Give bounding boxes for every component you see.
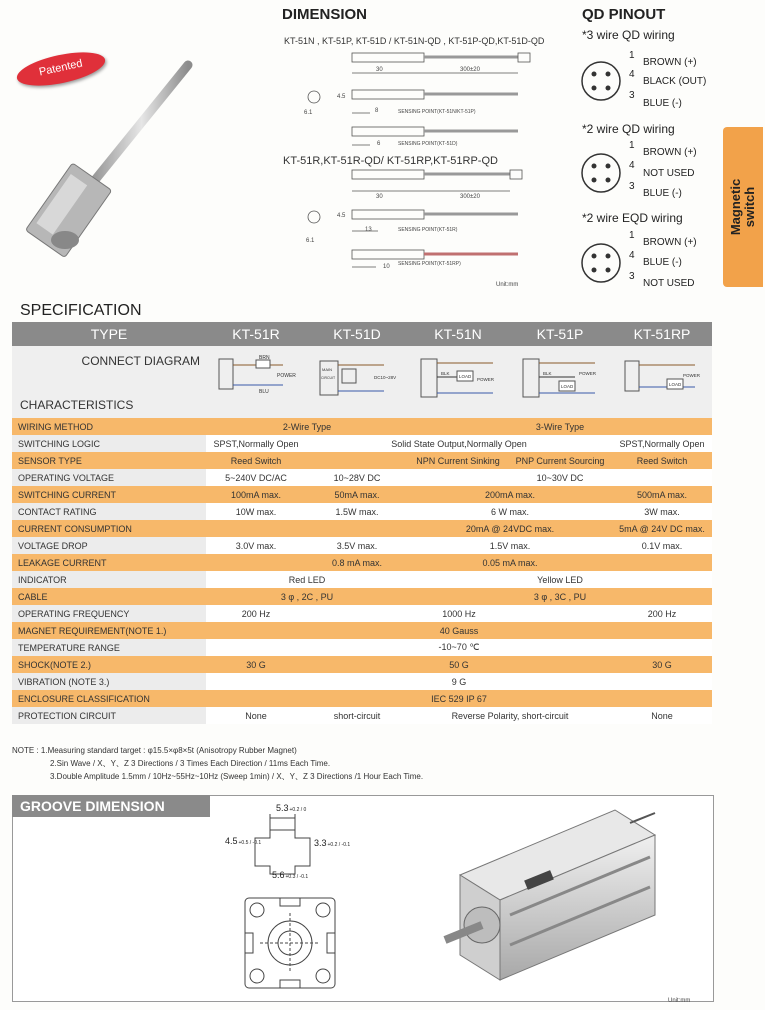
pin-label: BROWN (+): [643, 237, 697, 248]
cell: [306, 520, 408, 537]
table-row: [12, 554, 712, 571]
cell: 3W max.: [612, 503, 712, 520]
row-label: OPERATING VOLTAGE: [12, 469, 206, 486]
cell: 1000 Hz: [306, 605, 612, 622]
cell: Reverse Polarity, short-circuit: [408, 707, 612, 724]
cell: 0.1V max.: [612, 537, 712, 554]
cell: Yellow LED: [408, 571, 712, 588]
table-row: [12, 469, 712, 486]
diag-blk: BLK: [441, 371, 450, 376]
table-header-row: [12, 322, 712, 346]
pin-label: BROWN (+): [643, 147, 697, 158]
characteristics-text: CHARACTERISTICS: [20, 398, 134, 412]
diag-brn: BRN: [259, 355, 270, 361]
cell: 1.5V max.: [408, 537, 612, 554]
cell: 10~30V DC: [408, 469, 712, 486]
dim-45-bottom: 4.5: [337, 213, 346, 219]
dimension-models-bottom: KT-51R,KT-51R-QD/ KT-51RP,KT-51RP-QD: [283, 155, 498, 167]
pin-label: BROWN (+): [643, 57, 697, 68]
table-row: [12, 571, 712, 588]
sensing-point-r: SENSING POINT(KT-51R): [398, 227, 458, 233]
dimension-drawing: [290, 45, 565, 290]
row-label: CABLE: [12, 588, 206, 605]
type-header: TYPE: [12, 322, 206, 346]
diag-circuit: CIRCUIT: [321, 376, 336, 380]
row-label: TEMPERATURE RANGE: [12, 639, 206, 656]
diag-power: POWER: [477, 377, 495, 382]
cell: [612, 554, 712, 571]
cell: IEC 529 IP 67: [206, 690, 712, 707]
connector-icon: [578, 150, 624, 201]
row-label: WIRING METHOD: [12, 418, 206, 435]
cell: Solid State Output,Normally Open: [306, 435, 612, 452]
groove-dim-4: 5.6+0.3 / -0.1: [272, 870, 309, 880]
dim-300-top: 300±20: [460, 67, 480, 73]
diag-blu: BLU: [259, 389, 269, 395]
note-1: NOTE : 1.Measuring standard target : φ15.5×φ8×5t (Anisotropy Rubber Magnet): [12, 746, 297, 755]
specification-table: [12, 322, 712, 724]
pin-number: 4: [629, 69, 635, 80]
model-header: KT-51D: [306, 322, 408, 346]
cell: 200 Hz: [206, 605, 306, 622]
row-label: SWITCHING CURRENT: [12, 486, 206, 503]
diagram-kt51d: [306, 346, 408, 418]
pin-number: 4: [629, 160, 635, 171]
cell: 50mA max.: [306, 486, 408, 503]
note-2: 2.Sin Wave / X、Y、Z 3 Directions / 3 Times Each Direction / 11ms Each Time.: [50, 759, 331, 768]
pin-label: BLUE (-): [643, 257, 682, 268]
row-label: CURRENT CONSUMPTION: [12, 520, 206, 537]
cell: 200 Hz: [612, 605, 712, 622]
notes: [12, 744, 423, 783]
cell: 20mA @ 24VDC max.: [408, 520, 612, 537]
row-label: PROTECTION CIRCUIT: [12, 707, 206, 724]
cell: 6 W max.: [408, 503, 612, 520]
sensing-point-rp: SENSING POINT(KT-51RP): [398, 261, 461, 267]
dim-30-top: 30: [376, 67, 383, 73]
model-header: KT-51P: [508, 322, 612, 346]
row-label: OPERATING FREQUENCY: [12, 605, 206, 622]
table-row: [12, 622, 712, 639]
table-row: [12, 418, 712, 435]
pin-number: 4: [629, 250, 635, 261]
table-row: [12, 673, 712, 690]
magnetic-switch-tab: [723, 127, 763, 287]
cell: 10~28V DC: [306, 469, 408, 486]
table-row: [12, 520, 712, 537]
row-label: VOLTAGE DROP: [12, 537, 206, 554]
cell: 100mA max.: [206, 486, 306, 503]
table-row: [12, 690, 712, 707]
qd-pinout-title: QD PINOUT: [582, 6, 666, 23]
dim-61-bottom: 6.1: [306, 238, 315, 244]
note-3: 3.Double Amplitude 1.5mm / 10Hz~55Hz~10Hz (Sweep 1min) / X、Y、Z 3 Directions /1 Hour Each Time.: [50, 772, 424, 781]
cell: 3.5V max.: [306, 537, 408, 554]
sensing-point-d: SENSING POINT(KT-51D): [398, 141, 458, 147]
diagram-kt51n: [408, 346, 508, 418]
diagram-kt51p: [508, 346, 612, 418]
cylinder-illustration: [440, 805, 700, 990]
specification-title: SPECIFICATION: [20, 302, 142, 319]
connector-icon: [578, 58, 624, 109]
cell: 0.05 mA max.: [408, 554, 612, 571]
pinout-3wire-heading: *3 wire QD wiring: [582, 28, 675, 42]
pin-number: 3: [629, 271, 635, 282]
cell: Reed Switch: [206, 452, 306, 469]
diag-blk: BLK: [543, 371, 552, 376]
cell: 5~240V DC/AC: [206, 469, 306, 486]
dim-6: 6: [377, 141, 381, 147]
cell: 200mA max.: [408, 486, 612, 503]
groove-dimension-title: GROOVE DIMENSION: [12, 795, 210, 817]
cell: None: [206, 707, 306, 724]
cell: NPN Current Sinking: [408, 452, 508, 469]
dim-300-bottom: 300±20: [460, 194, 480, 200]
cell: short-circuit: [306, 707, 408, 724]
pin-number: 1: [629, 50, 635, 61]
pin-number: 3: [629, 181, 635, 192]
sensing-point-np: SENSING POINT(KT-51N/KT-51P): [398, 109, 476, 115]
table-row: [12, 707, 712, 724]
cell: None: [612, 707, 712, 724]
model-header: KT-51N: [408, 322, 508, 346]
pin-label: BLUE (-): [643, 98, 682, 109]
dim-8: 8: [375, 108, 379, 114]
groove-unit: Unit:mm: [668, 998, 691, 1004]
row-label: CONTACT RATING: [12, 503, 206, 520]
pin-number: 1: [629, 230, 635, 241]
cell: 5mA @ 24V DC max.: [612, 520, 712, 537]
pin-label: NOT USED: [643, 168, 695, 179]
cell: 500mA max.: [612, 486, 712, 503]
diag-dc: DC10~28V: [374, 375, 397, 380]
cell: 1.5W max.: [306, 503, 408, 520]
cell: Reed Switch: [612, 452, 712, 469]
cell: 50 G: [306, 656, 612, 673]
row-label: MAGNET REQUIREMENT(NOTE 1.): [12, 622, 206, 639]
cell: 10W max.: [206, 503, 306, 520]
diag-load: LOAD: [669, 382, 682, 387]
cell: SPST,Normally Open: [206, 435, 306, 452]
connector-icon: [578, 240, 624, 291]
table-row: [12, 605, 712, 622]
cell: [306, 452, 408, 469]
dim-61-top: 6.1: [304, 110, 313, 116]
dim-45-top: 4.5: [337, 94, 346, 100]
groove-dim-1: 5.3+0.2 / 0: [276, 803, 307, 813]
dim-10: 10: [383, 264, 390, 270]
diag-power: POWER: [683, 373, 701, 378]
cell: 3-Wire Type: [408, 418, 712, 435]
table-row: [12, 656, 712, 673]
model-header: KT-51R: [206, 322, 306, 346]
dim-13: 13: [365, 227, 372, 233]
cell: 30 G: [206, 656, 306, 673]
pin-label: BLUE (-): [643, 188, 682, 199]
cell: [206, 554, 306, 571]
diag-main: MAIN: [322, 367, 332, 372]
groove-dim-3: 3.3+0.2 / -0.1: [314, 838, 351, 848]
connect-diagram-label: [12, 346, 206, 418]
cell: 30 G: [612, 656, 712, 673]
diag-power: POWER: [277, 373, 296, 379]
model-header: KT-51RP: [612, 322, 712, 346]
pin-number: 3: [629, 90, 635, 101]
table-row: [12, 503, 712, 520]
cell: 3 φ , 3C , PU: [408, 588, 712, 605]
table-row: [12, 537, 712, 554]
table-row: [12, 639, 712, 656]
patented-badge-text: Patented: [37, 57, 84, 79]
cell: -10~70 ℃: [206, 639, 712, 656]
pin-label: NOT USED: [643, 278, 695, 289]
groove-dim-2: 4.5+0.5 / -0.1: [225, 836, 262, 846]
pin-number: 1: [629, 140, 635, 151]
table-row: [12, 452, 712, 469]
row-label: SWITCHING LOGIC: [12, 435, 206, 452]
cell: 9 G: [206, 673, 712, 690]
cell: Red LED: [206, 571, 408, 588]
cell: 0.8 mA max.: [306, 554, 408, 571]
diagram-kt51rp: [612, 346, 712, 418]
pin-label: BLACK (OUT): [643, 76, 707, 87]
table-row: [12, 486, 712, 503]
diagram-kt51r: [206, 346, 306, 418]
diag-power: POWER: [579, 371, 597, 376]
row-label: SENSOR TYPE: [12, 452, 206, 469]
cell: 40 Gauss: [206, 622, 712, 639]
dimension-models-top: KT-51N , KT-51P, KT-51D / KT-51N-QD , KT-51P-QD,KT-51D-QD: [284, 36, 545, 46]
row-label: SHOCK(NOTE 2.): [12, 656, 206, 673]
row-label: ENCLOSURE CLASSIFICATION: [12, 690, 206, 707]
connect-diagram-text: CONNECT DIAGRAM: [81, 354, 200, 368]
pinout-eqd-heading: *2 wire EQD wiring: [582, 211, 683, 225]
dim-30-bottom: 30: [376, 194, 383, 200]
row-label: INDICATOR: [12, 571, 206, 588]
diag-load: LOAD: [459, 374, 472, 379]
cell: 3.0V max.: [206, 537, 306, 554]
diag-load: LOAD: [561, 384, 574, 389]
connect-diagram-row: [12, 346, 712, 418]
cell: [206, 520, 306, 537]
table-row: [12, 588, 712, 605]
cell: SPST,Normally Open: [612, 435, 712, 452]
row-label: VIBRATION (NOTE 3.): [12, 673, 206, 690]
pinout-2wire-heading: *2 wire QD wiring: [582, 122, 675, 136]
row-label: LEAKAGE CURRENT: [12, 554, 206, 571]
table-row: [12, 435, 712, 452]
cell: 2-Wire Type: [206, 418, 408, 435]
cell: PNP Current Sourcing: [508, 452, 612, 469]
cell: 3 φ , 2C , PU: [206, 588, 408, 605]
side-tab-label: Magnetic switch: [728, 178, 757, 236]
dimension-title: DIMENSION: [282, 6, 368, 23]
dimension-unit: Unit:mm: [496, 282, 519, 288]
